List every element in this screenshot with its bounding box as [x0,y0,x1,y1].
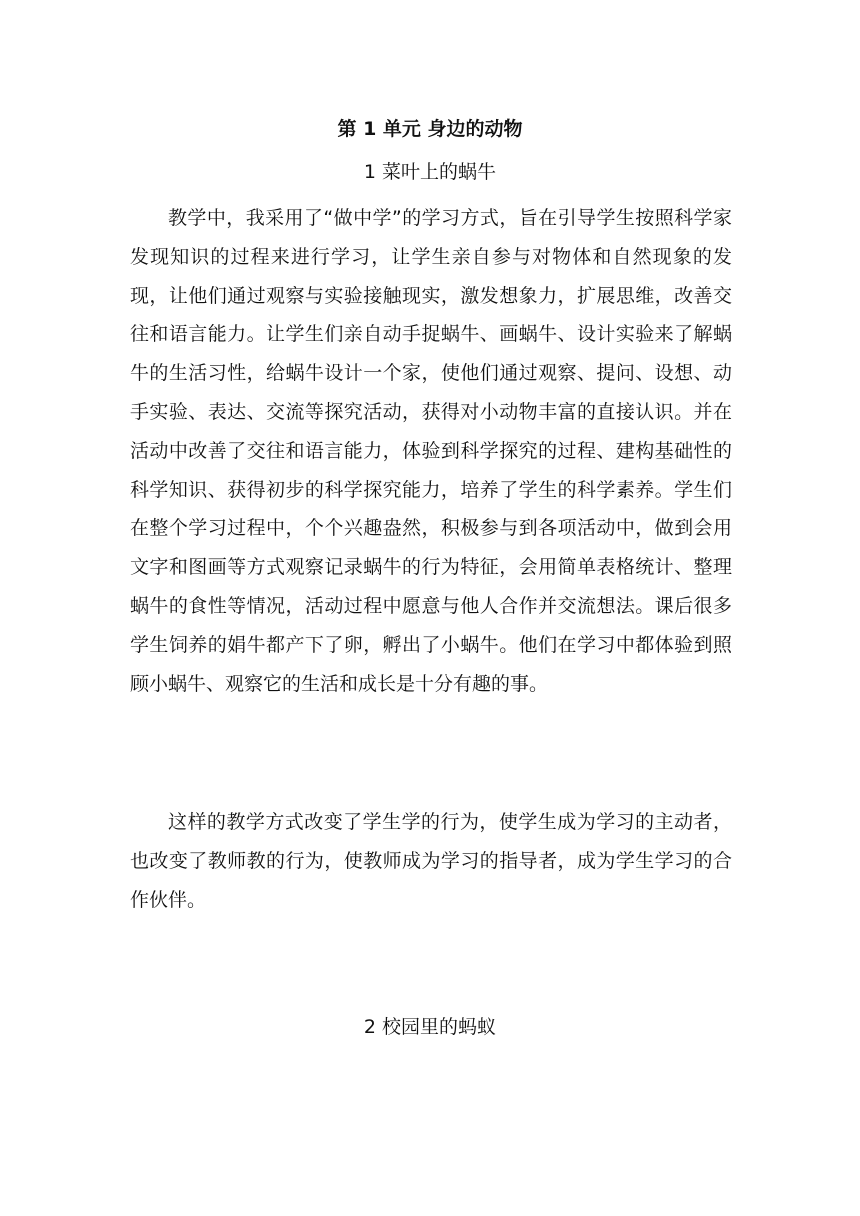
lesson-title-2: 2 校园里的蚂蚁 [363,1016,497,1038]
lesson-1-paragraph-1: 教学中，我采用了“做中学”的学习方式，旨在引导学生按照科学家发现知识的过程来进行学习，让学生亲自参与对物体和自然现象的发现，让他们通过观察与实验接触现实，激发想象力，扩展思维，改善交往和语言能力。让学生们亲自动手捉蜗牛、画蜗牛、设计实验来了解蜗牛的生活习性，给蜗牛设计一个家，使他们通过观察、提问、设想、动手实验、表达、交流等探究活动，获得对小动物丰富的直接认识。并在活动中改善了交往和语言能力，体验到科学探究的过程、建构基础性的科学知识、获得初步的科学探究能力，培养了学生的科学素养。学生们在整个学习过程中，个个兴趣盎然，积极参与到各项活动中，做到会用文字和图画等方式观察记录蜗牛的行为特征，会用简单表格统计、整理蜗牛的食性等情况，活动过程中愿意与他人合作并交流想法。课后很多学生饲养的娟牛都产下了卵，孵出了小蜗牛。他们在学习中都体验到照顾小蜗牛、观察它的生活和成长是十分有趣的事。 [130,207,732,695]
lesson-1-paragraph-2: 这样的教学方式改变了学生学的行为，使学生成为学习的主动者，也改变了教师教的行为，使教师成为学习的指导者，成为学生学习的合作伙伴。 [130,811,732,911]
unit-title: 第 1 单元 身边的动物 [337,118,523,140]
lesson-title-1: 1 菜叶上的蜗牛 [363,161,497,183]
